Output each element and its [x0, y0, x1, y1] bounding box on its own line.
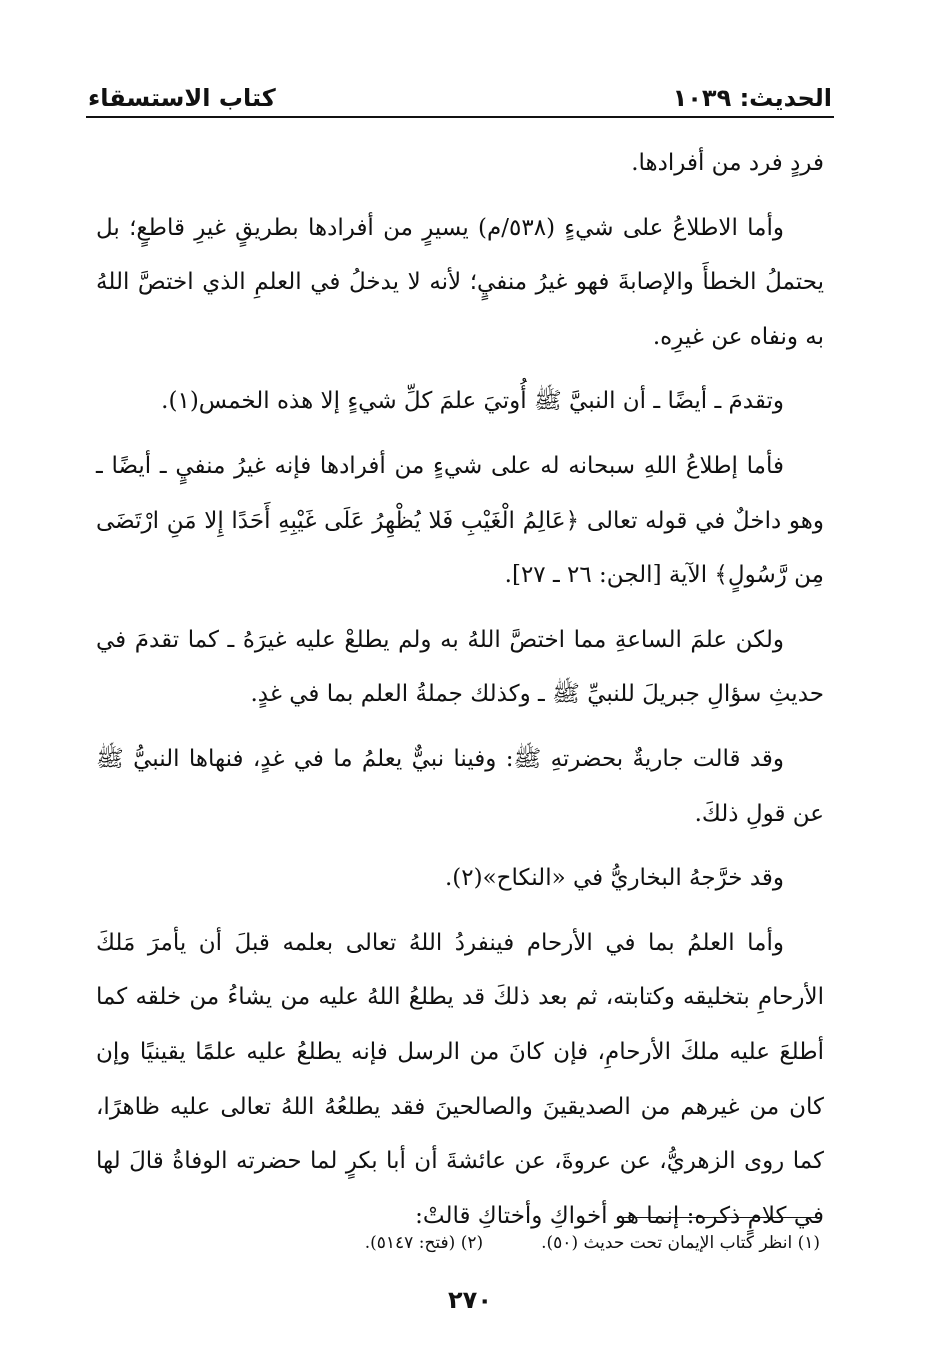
- paragraph: وقد خرَّجهُ البخاريُّ في «النكاح»(٢).: [444, 865, 784, 892]
- paragraph: فأما إطلاعُ اللهِ سبحانه له على شيءٍ من أفرادها فإنه غيرُ منفيٍ ـ أيضًا ـ وهو داخلٌ في قوله تعالى ﴿عَالِمُ الْغَيْبِ فَلا يُظْهِرُ عَلَى غَيْبِهِ أَحَدًا إِلا مَنِ ارْتَضَى مِن رَّسُولٍ﴾ الآية [الجن: ٢٦ ـ ٢٧].: [96, 452, 824, 589]
- main-text: [96, 136, 824, 1243]
- footnote-rule: [620, 1217, 820, 1218]
- paragraph: فردٍ فرد من أفرادها.: [631, 150, 824, 176]
- page-number: ٢٧٠: [448, 1286, 492, 1314]
- paragraph: ولكن علمَ الساعةِ مما اختصَّ اللهُ به ولم يطلعْ عليه غيرَهُ ـ كما تقدمَ في حديثِ سؤالِ جبريلَ للنبيِّ ﷺ ـ وكذلك جملةُ العلم بما في غدٍ.: [96, 626, 824, 708]
- paragraph: وقد قالت جاريةٌ بحضرتهِ ﷺ: وفينا نبيٌّ يعلمُ ما في غدٍ، فنهاها النبيُّ ﷺ عن قولِ ذلكَ.: [96, 745, 824, 827]
- book-title: كتاب الاستسقاء: [88, 84, 276, 112]
- footnote-2: (٢) (فتح: ٥١٤٧).: [364, 1233, 484, 1253]
- footnotes: [140, 1228, 820, 1258]
- header-rule: [86, 116, 834, 118]
- paragraph: وتقدمَ ـ أيضًا ـ أن النبيَّ ﷺ أُوتيَ علمَ كلِّ شيءٍ إلا هذه الخمس(١).: [161, 388, 784, 415]
- footnote-1: (١) انظر كتاب الإيمان تحت حديث (٥٠).: [541, 1233, 820, 1253]
- hadith-reference: الحديث: ١٠٣٩: [672, 84, 832, 112]
- paragraph: وأما الاطلاعُ على شيءٍ (٥٣٨/م) يسيرٍ من أفرادها بطريقٍ غيرِ قاطعٍ؛ بل يحتملُ الخطأَ والإصابةَ فهو غيرُ منفيٍ؛ لأنه لا يدخلُ في العلمِ الذي اختصَّ اللهُ به ونفاه عن غيرِه.: [96, 214, 824, 350]
- running-header: [88, 72, 832, 112]
- paragraph: وأما العلمُ بما في الأرحام فينفردُ اللهُ تعالى بعلمه قبلَ أن يأمرَ مَلكَ الأرحامِ بتخليقه وكتابته، ثم بعد ذلكَ قد يطلعُ اللهُ عليه من يشاءُ من خلقه كما أطلعَ عليه ملكَ الأرحامِ، فإن كانَ من الرسل فإنه يطلعُ عليه علمًا يقينيًا وإن كان من غيرهم من الصديقينَ والصالحينَ فقد يطلعُهُ اللهُ تعالى عليه ظاهرًا، كما روى الزهريُّ، عن عروةَ، عن عائشةَ أن أبا بكرٍ لما حضرته الوفاةُ قالَ لها في كلامٍ ذكره: إنما هو أخواكِ وأختاكِ قالتْ:: [96, 929, 824, 1229]
